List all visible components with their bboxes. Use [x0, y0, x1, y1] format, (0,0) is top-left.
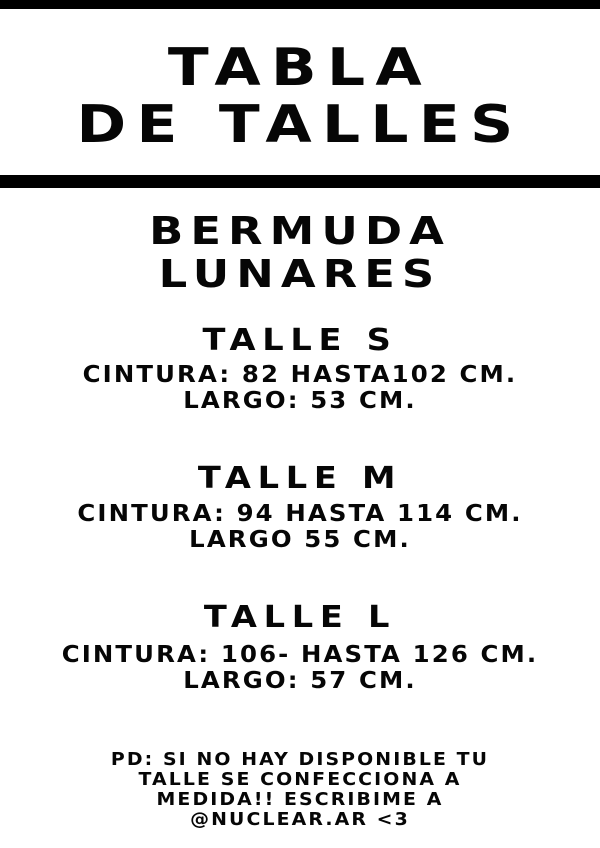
horizontal-rule [0, 175, 600, 188]
size-m-largo: LARGO 55 CM. [189, 527, 411, 553]
footer-line3: MEDIDA!! ESCRIBIME A [156, 789, 444, 810]
product-name-line2: LUNARES [158, 252, 442, 296]
top-rule [0, 0, 600, 9]
footer-line2: TALLE SE CONFECCIONA A [138, 769, 462, 790]
size-l-heading: TALLE L [203, 600, 397, 635]
footer-note [0, 750, 600, 830]
size-m-measurements [0, 501, 600, 553]
size-s-heading: TALLE S [202, 323, 398, 358]
page-title [0, 40, 600, 154]
size-section-l [0, 601, 600, 694]
size-l-largo: LARGO: 57 CM. [183, 668, 417, 694]
size-s-cintura: CINTURA: 82 HASTA102 CM. [82, 362, 518, 388]
page-title-line1: TABLA [167, 38, 433, 98]
product-name [0, 210, 600, 296]
size-s-largo: LARGO: 53 CM. [183, 388, 417, 414]
size-l-cintura: CINTURA: 106- HASTA 126 CM. [61, 642, 539, 668]
size-section-m [0, 462, 600, 553]
size-m-cintura: CINTURA: 94 HASTA 114 CM. [77, 501, 523, 527]
product-name-line1: BERMUDA [149, 209, 451, 253]
size-l-measurements [0, 642, 600, 694]
footer-line1: PD: SI NO HAY DISPONIBLE TU [110, 749, 490, 770]
size-section-s [0, 324, 600, 414]
size-m-heading: TALLE M [197, 461, 403, 496]
footer-line4: @NUCLEAR.AR <3 [190, 809, 410, 830]
page-title-line2: DE TALLES [76, 95, 524, 155]
size-s-measurements [0, 362, 600, 414]
